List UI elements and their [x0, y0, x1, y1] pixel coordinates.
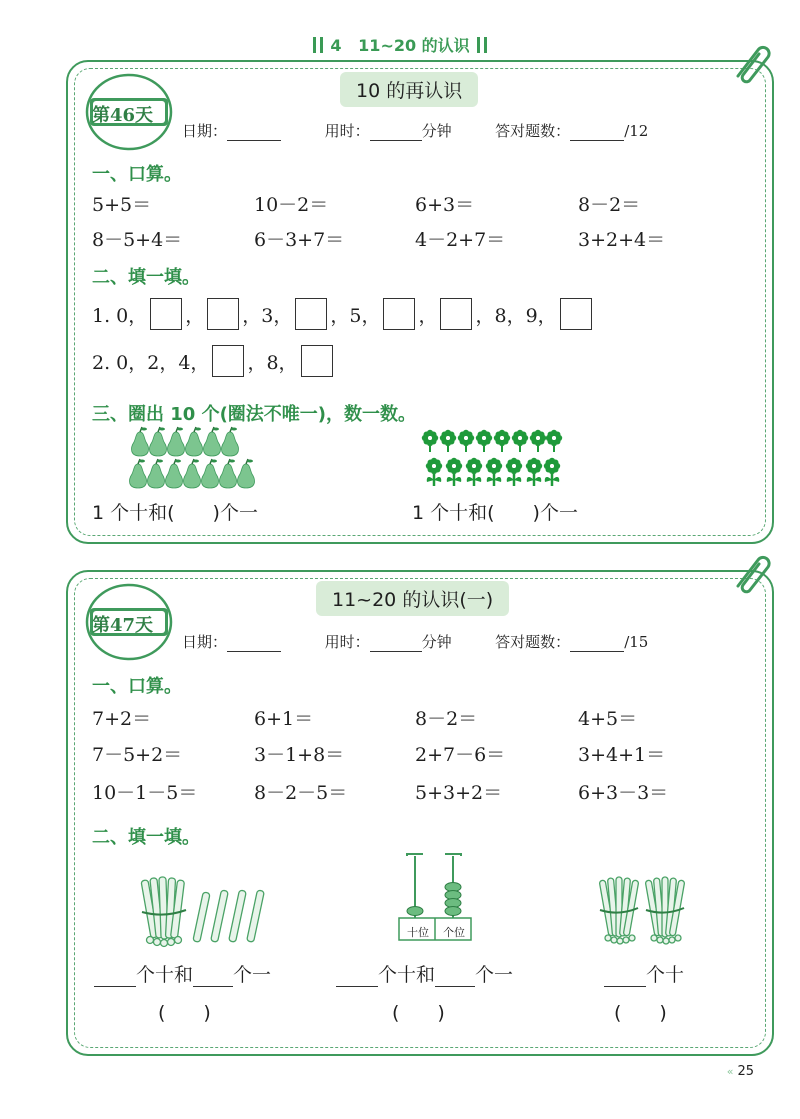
answer-text: 个一 [475, 964, 514, 986]
section-heading: 一、口算。 [92, 676, 182, 697]
chapter-number: 4 [330, 36, 342, 55]
answer-blank[interactable] [435, 968, 475, 987]
correct-blank[interactable] [570, 126, 624, 141]
answer-box[interactable] [295, 298, 327, 330]
sequence-text: ，3， [242, 304, 293, 327]
answer-blank[interactable] [94, 968, 136, 987]
answer-box[interactable] [440, 298, 472, 330]
pear-group-icon [128, 424, 258, 494]
day46-title: 10 的再认识 [340, 72, 478, 107]
answer-box[interactable] [207, 298, 239, 330]
paperclip-icon [728, 42, 772, 84]
answer-blank[interactable] [193, 968, 233, 987]
minutes-label: 分钟 [421, 633, 452, 651]
date-label: 日期： [182, 122, 228, 140]
answer-paren[interactable]: ( ) [158, 1002, 211, 1024]
answer-text: 个十和 [378, 964, 436, 986]
day47-title: 11~20 的认识(一) [316, 581, 509, 616]
answer-text: 个一 [233, 964, 272, 986]
header-bar-icon [484, 37, 487, 53]
correct-blank[interactable] [570, 637, 624, 652]
answer-blank[interactable] [336, 968, 378, 987]
sequence-text: ， [185, 304, 205, 327]
calc-item: 6－3+7＝ [254, 229, 345, 251]
sequence-1 [92, 298, 595, 330]
sequence-text: ， [418, 304, 438, 327]
header-bar-icon [313, 37, 316, 53]
date-blank[interactable] [227, 637, 281, 652]
sequence-text: ，8，9， [475, 304, 557, 327]
calc-item: 2+7－6＝ [415, 744, 506, 766]
calc-item: 8－5+4＝ [92, 229, 183, 251]
chapter-header [0, 33, 800, 56]
time-blank[interactable] [370, 637, 422, 652]
answer-paren[interactable]: ( ) [392, 1002, 445, 1024]
day46-info [182, 120, 648, 141]
header-bar-icon [320, 37, 323, 53]
count-answer-right[interactable]: 1 个十和( )个一 [412, 502, 578, 524]
section-heading: 二、填一填。 [92, 827, 200, 848]
abacus-ones-label: 个位 [443, 926, 465, 939]
calc-item: 4+5＝ [578, 708, 638, 730]
calc-item: 8－2－5＝ [254, 782, 348, 804]
answer-group-2 [336, 960, 513, 987]
sequence-2 [92, 345, 336, 377]
calc-item: 7+2＝ [92, 708, 152, 730]
calc-item: 8－2＝ [578, 194, 641, 216]
minutes-label: 分钟 [421, 122, 452, 140]
calc-item: 3－1+8＝ [254, 744, 345, 766]
correct-label: 答对题数： [495, 633, 571, 651]
date-label: 日期： [182, 633, 228, 651]
date-blank[interactable] [227, 126, 281, 141]
correct-label: 答对题数： [495, 122, 571, 140]
calc-item: 6+3＝ [415, 194, 475, 216]
header-bar-icon [477, 37, 480, 53]
section-heading: 一、口算。 [92, 164, 182, 185]
calc-item: 8－2＝ [415, 708, 478, 730]
sequence-text: 1. 0， [92, 304, 148, 327]
answer-group-3 [604, 960, 684, 987]
day47-info [182, 631, 648, 652]
answer-paren[interactable]: ( ) [614, 1002, 667, 1024]
calc-item: 4－2+7＝ [415, 229, 506, 251]
calc-item: 6+1＝ [254, 708, 314, 730]
calc-item: 6+3－3＝ [578, 782, 669, 804]
section-heading: 二、填一填。 [92, 267, 200, 288]
total-count: /12 [624, 122, 649, 140]
chapter-title: 11~20 的认识 [358, 36, 470, 55]
answer-box[interactable] [150, 298, 182, 330]
calc-item: 3+2+4＝ [578, 229, 666, 251]
calc-item: 10－2＝ [254, 194, 329, 216]
time-blank[interactable] [370, 126, 422, 141]
page-number [727, 1064, 754, 1079]
page-number-text: 25 [737, 1064, 754, 1079]
time-label: 用时： [324, 122, 370, 140]
paperclip-icon [728, 552, 772, 594]
total-count: /15 [624, 633, 649, 651]
answer-text: 个十 [646, 964, 685, 986]
calc-item: 10－1－5＝ [92, 782, 198, 804]
count-answer-left[interactable]: 1 个十和( )个一 [92, 502, 258, 524]
answer-box[interactable] [560, 298, 592, 330]
section-heading: 三、圈出 10 个(圈法不唯一)，数一数。 [92, 404, 417, 425]
calc-item: 7－5+2＝ [92, 744, 183, 766]
answer-box[interactable] [383, 298, 415, 330]
day47-badge-text: 第47天 [92, 615, 154, 636]
sequence-text: ，5， [330, 304, 381, 327]
double-arrow-icon: « [726, 1065, 734, 1078]
answer-text: 个十和 [136, 964, 194, 986]
stick-bundle-icon [138, 872, 273, 952]
abacus-tens-label: 十位 [407, 926, 429, 939]
time-label: 用时： [324, 633, 370, 651]
answer-box[interactable] [212, 345, 244, 377]
calc-item: 5+3+2＝ [415, 782, 503, 804]
answer-blank[interactable] [604, 968, 646, 987]
calc-item: 3+4+1＝ [578, 744, 666, 766]
flower-group-icon [420, 426, 565, 496]
sequence-text: 2. 0，2，4， [92, 351, 210, 374]
answer-group-1 [94, 960, 271, 987]
sequence-text: ，8， [247, 351, 298, 374]
day46-badge-text: 第46天 [92, 105, 154, 126]
answer-box[interactable] [301, 345, 333, 377]
calc-item: 5+5＝ [92, 194, 152, 216]
two-bundles-icon [598, 872, 698, 950]
